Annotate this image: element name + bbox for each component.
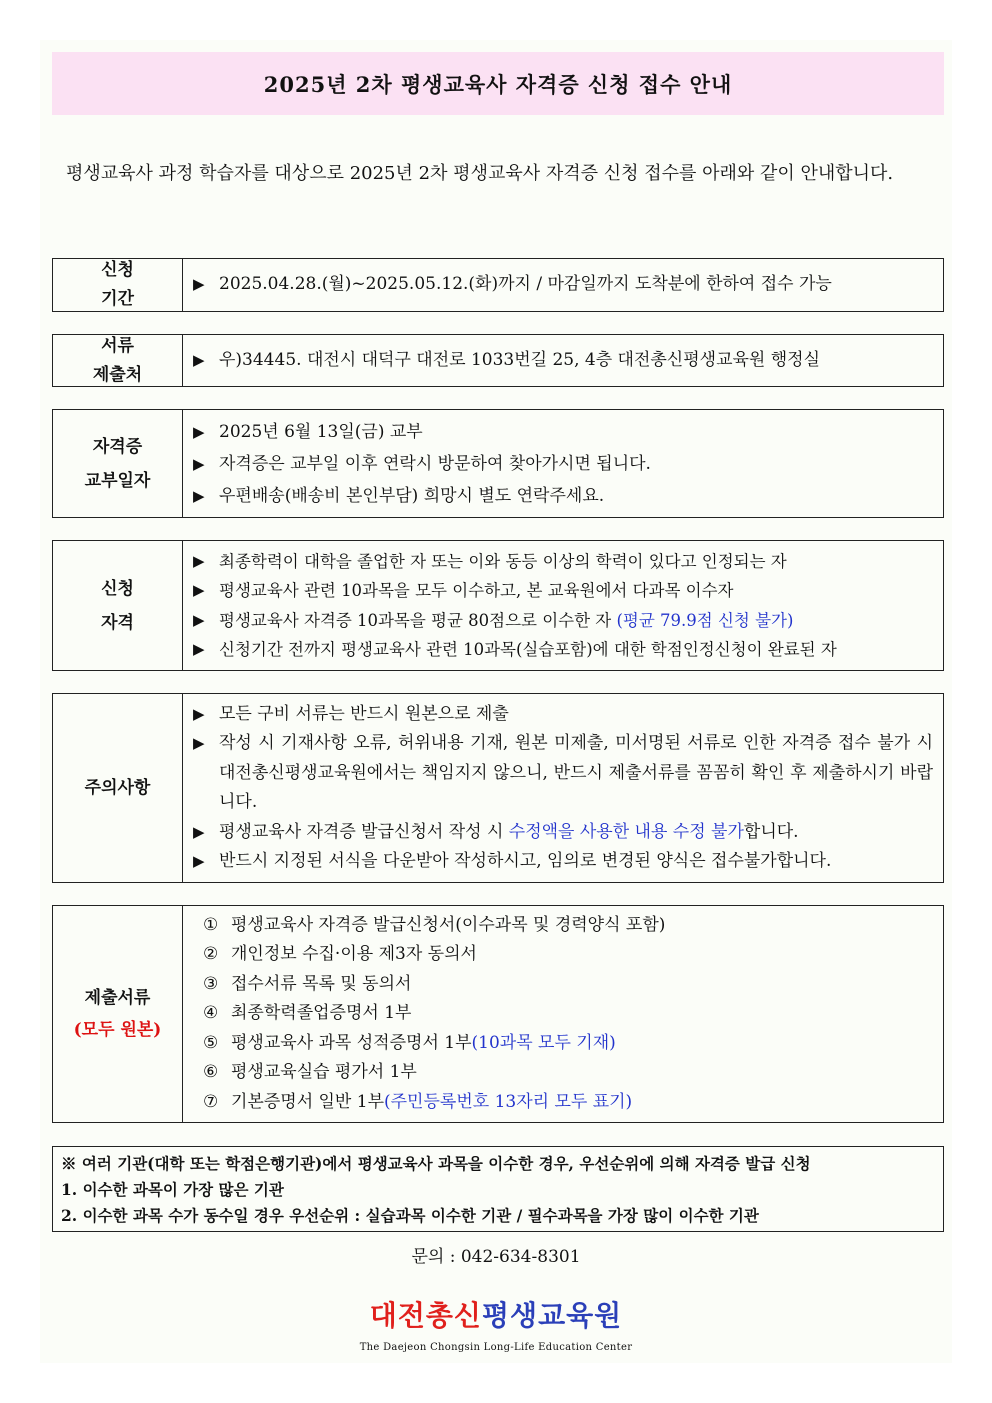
bullet-icon: ▶ <box>193 486 205 505</box>
bullet-icon: ▶ <box>193 640 205 658</box>
qualification-label: 신청 자격 <box>53 541 183 670</box>
list-item: ③ 접수서류 목록 및 동의서 <box>203 973 412 994</box>
page-title-text: 2025년 2차 평생교육사 자격증 신청 접수 안내 <box>263 71 733 97</box>
bullet-icon: ▶ <box>193 275 205 294</box>
list-item: ⑤ 평생교육사 과목 성적증명서 1부(10과목 모두 기재) <box>203 1032 616 1053</box>
bullet-icon: ▶ <box>193 454 205 473</box>
documents-label: 제출서류 (모두 원본) <box>53 906 183 1122</box>
list-item: ▶ 작성 시 기재사항 오류, 허위내용 기재, 원본 미제출, 미서명된 서류로 인한 자격증 접수 불가 시 대전총신평생교육원에서는 책임지지 않으니, 반드시 제출서류를 꼼꼼히 확인 후 제출하시기 바랍니다. <box>193 729 933 818</box>
list-item: ④ 최종학력졸업증명서 1부 <box>203 1003 412 1024</box>
priority-note-line: 1. 이수한 과목이 가장 많은 기관 <box>61 1180 284 1199</box>
list-item: ▶ 2025년 6월 13일(금) 교부 <box>193 416 933 448</box>
documents-section <box>52 905 944 1123</box>
list-item: ▶ 자격증은 교부일 이후 연락시 방문하여 찾아가시면 됩니다. <box>193 448 933 480</box>
list-item: ▶ 2025.04.28.(월)~2025.05.12.(화)까지 / 마감일까지 도착분에 한하여 접수 가능 <box>193 270 933 300</box>
priority-note <box>52 1146 944 1232</box>
caution-highlight: 수정액을 사용한 내용 수정 불가 <box>508 821 744 842</box>
intro-paragraph: 평생교육사 과정 학습자를 대상으로 2025년 2차 평생교육사 자격증 신청 접수를 아래와 같이 안내합니다. <box>66 163 894 184</box>
submit-place-label: 서류 제출처 <box>53 335 183 386</box>
list-item: ▶ 반드시 지정된 서식을 다운받아 작성하시고, 임의로 변경된 양식은 접수불가합니다. <box>193 847 933 877</box>
documents-label-note: (모두 원본) <box>73 1020 162 1040</box>
list-item: ▶ 우)34445. 대전시 대덕구 대전로 1033번길 25, 4층 대전총신평생교육원 행정실 <box>193 346 933 376</box>
caution-label: 주의사항 <box>53 694 183 882</box>
qualification-section <box>52 540 944 671</box>
period-content <box>183 259 943 311</box>
list-item: ① 평생교육사 자격증 발급신청서(이수과목 및 경력양식 포함) <box>203 914 666 935</box>
list-item: ▶ 우편배송(배송비 본인부담) 희망시 별도 연락주세요. <box>193 480 933 512</box>
contact-info: 문의 : 042-634-8301 <box>411 1247 581 1267</box>
period-section <box>52 258 944 312</box>
page-title <box>52 52 944 115</box>
list-item: ② 개인정보 수집·이용 제3자 동의서 <box>203 944 477 965</box>
caution-content <box>183 694 943 882</box>
issue-date-content <box>183 410 943 517</box>
priority-note-line: 2. 이수한 과목 수가 동수일 경우 우선순위 : 실습과목 이수한 기관 / 필수과목을 가장 많이 이수한 기관 <box>61 1206 759 1225</box>
bullet-icon: ▶ <box>193 422 205 441</box>
list-item: ▶ 평생교육사 관련 10과목을 모두 이수하고, 본 교육원에서 다과목 이수자 <box>193 576 933 606</box>
bullet-icon: ▶ <box>193 610 205 629</box>
institution-logo: 대전총신평생교육원 <box>369 1299 623 1332</box>
bullet-icon: ▶ <box>193 581 205 599</box>
bullet-icon: ▶ <box>193 734 205 752</box>
priority-note-line: ※ 여러 기관(대학 또는 학점은행기관)에서 평생교육사 과목을 이수한 경우, 우선순위에 의해 자격증 발급 신청 <box>61 1154 811 1173</box>
list-item: ▶ 평생교육사 자격증 10과목을 평균 80점으로 이수한 자 (평균 79.9점 신청 불가) <box>193 606 933 636</box>
bullet-icon: ▶ <box>193 350 205 369</box>
list-item: ▶ 평생교육사 자격증 발급신청서 작성 시 수정액을 사용한 내용 수정 불가합니다. <box>193 818 933 848</box>
qualification-content <box>183 541 943 670</box>
bullet-icon: ▶ <box>193 551 205 570</box>
issue-date-section <box>52 409 944 518</box>
caution-section <box>52 693 944 883</box>
institution-logo-subtitle: The Daejeon Chongsin Long-Life Education Center <box>359 1342 633 1353</box>
list-item: ▶ 최종학력이 대학을 졸업한 자 또는 이와 동등 이상의 학력이 있다고 인정되는 자 <box>193 547 933 577</box>
list-item: ⑥ 평생교육실습 평가서 1부 <box>203 1062 417 1083</box>
list-item: ⑦ 기본증명서 일반 1부(주민등록번호 13자리 모두 표기) <box>203 1091 633 1112</box>
documents-content <box>183 906 943 1122</box>
issue-date-label: 자격증 교부일자 <box>53 410 183 517</box>
qualification-note: (평균 79.9점 신청 불가) <box>616 610 794 630</box>
submit-place-section <box>52 334 944 387</box>
list-item: ▶ 신청기간 전까지 평생교육사 관련 10과목(실습포함)에 대한 학점인정신청이 완료된 자 <box>193 635 933 665</box>
list-item: ▶ 모든 구비 서류는 반드시 원본으로 제출 <box>193 700 933 730</box>
bullet-icon: ▶ <box>193 704 205 723</box>
submit-place-content <box>183 335 943 386</box>
bullet-icon: ▶ <box>193 822 205 841</box>
period-label: 신청 기간 <box>53 259 183 311</box>
bullet-icon: ▶ <box>193 852 205 870</box>
